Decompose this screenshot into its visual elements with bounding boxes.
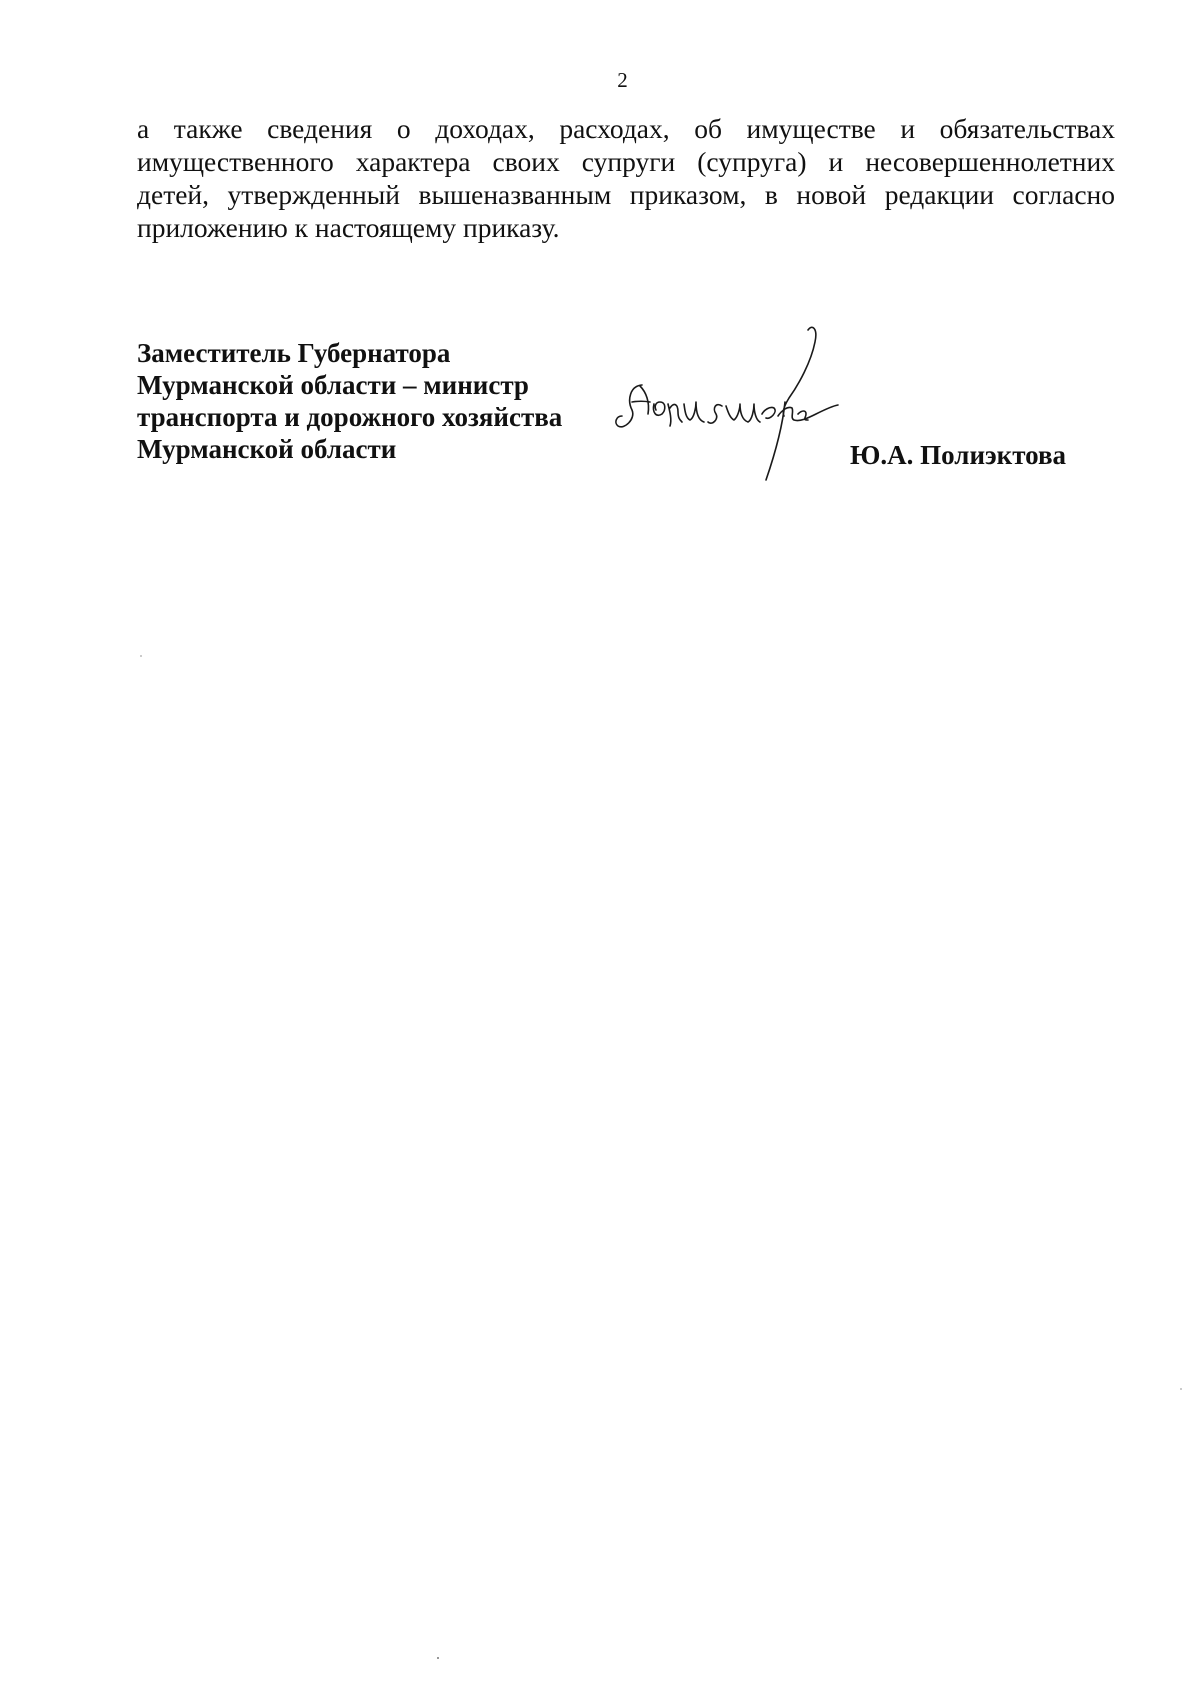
paragraph-line: детей, утвержденный вышеназванным приказом, в новой редакции согласно — [137, 179, 1115, 210]
body-paragraph — [137, 112, 1115, 244]
scan-speck — [437, 1657, 439, 1659]
paragraph-line: а также сведения о доходах, расходах, об имуществе и обязательствах — [137, 113, 1115, 144]
paragraph-line: приложению к настоящему приказу. — [137, 212, 560, 243]
signatory-title-line: Мурманской области — [137, 434, 397, 464]
signatory-title-line: Мурманской области – министр — [137, 370, 529, 400]
paragraph-line: имущественного характера своих супруги (супруга) и несовершеннолетних — [137, 146, 1115, 177]
signatory-title-line: Заместитель Губернатора — [137, 338, 451, 368]
signatory-name: Ю.А. Полиэктова — [850, 440, 1067, 470]
handwritten-signature — [612, 322, 842, 492]
signatory-title-line: транспорта и дорожного хозяйства — [137, 402, 563, 432]
signatory-title — [137, 337, 607, 465]
scan-speck — [1180, 1388, 1182, 1390]
page-number: 2 — [617, 68, 628, 92]
scan-speck — [140, 655, 142, 657]
